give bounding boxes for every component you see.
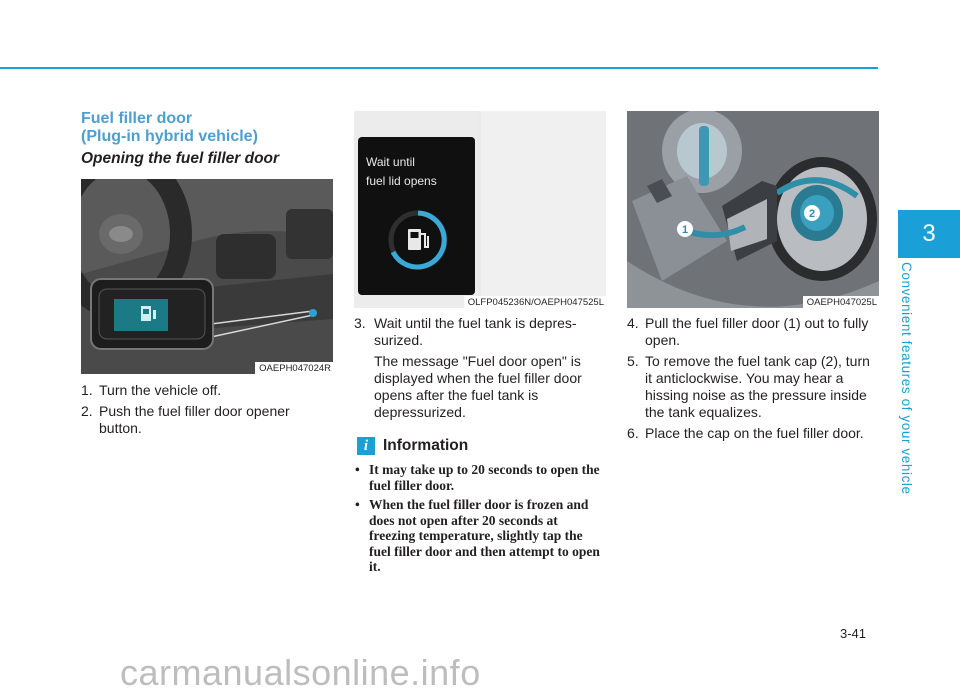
dashboard-photo xyxy=(81,179,333,374)
step-text: To remove the fuel tank cap (2), turn it anticlockwise. You may hear a hissing noise as the pressure inside the tank equalizes. xyxy=(645,353,870,420)
step-number: 2. xyxy=(81,403,93,419)
fuel-door-photo xyxy=(627,111,879,308)
step-text: Wait until the fuel tank is depressurized. xyxy=(374,315,577,348)
step-number: 4. xyxy=(627,315,639,331)
list-item xyxy=(81,382,333,399)
list-item xyxy=(355,462,605,493)
step-text: Place the cap on the fuel filler door. xyxy=(645,425,864,441)
list-item xyxy=(627,353,879,421)
step-number: 6. xyxy=(627,425,639,441)
section-title-line2: (Plug-in hybrid vehicle) xyxy=(81,128,258,145)
information-heading xyxy=(357,437,468,455)
figure-caption-left: OAEPH047024R xyxy=(255,362,333,374)
subtitle: Opening the fuel filler door xyxy=(81,150,280,167)
bullet-icon: • xyxy=(355,497,360,512)
step-number: 3. xyxy=(354,315,366,331)
fuel-door-illustration xyxy=(627,111,879,308)
step-number: 5. xyxy=(627,353,639,369)
section-title xyxy=(81,110,258,146)
cluster-screen xyxy=(358,137,475,295)
display-frame-right xyxy=(481,111,606,308)
list-item xyxy=(81,403,333,437)
fuel-gauge-icon xyxy=(385,207,451,273)
figure-caption-middle: OLFP045236N/OAEPH047525L xyxy=(464,296,606,308)
step-number: 1. xyxy=(81,382,93,398)
bullet-text: When the fuel filler door is frozen and does not open after 20 seconds at freezing temperature, slightly tap the fuel filler door and then attempt to open it. xyxy=(369,497,600,574)
chapter-tab[interactable]: 3 xyxy=(898,210,960,258)
right-steps xyxy=(627,315,879,446)
watermark: carmanualsonline.info xyxy=(120,652,481,693)
step-text: Pull the fuel filler door (1) out to fully open. xyxy=(645,315,869,348)
bullet-text: It may take up to 20 seconds to open the fuel filler door. xyxy=(369,462,600,493)
step-text: Turn the vehicle off. xyxy=(99,382,222,398)
step-note: The message "Fuel door open" is displayed when the fuel filler door opens after the fuel tank is depressurized. xyxy=(374,353,582,420)
middle-steps xyxy=(354,315,606,425)
chapter-title: Convenient features of your vehicle xyxy=(899,262,914,495)
step-text: Push the fuel filler door opener button. xyxy=(99,403,290,436)
list-item xyxy=(354,315,606,421)
header-rule xyxy=(0,67,878,69)
list-item xyxy=(355,497,605,575)
figure-caption-right: OAEPH047025L xyxy=(803,296,879,308)
page-number: 3-41 xyxy=(840,626,867,641)
list-item xyxy=(627,315,879,349)
display-message xyxy=(366,153,470,191)
display-message-line1: Wait until xyxy=(366,155,415,169)
info-icon: i xyxy=(357,437,375,455)
list-item xyxy=(627,425,879,442)
callout-2-label: 2 xyxy=(808,208,816,220)
section-title-line1: Fuel filler door xyxy=(81,110,193,127)
chapter-title-vertical xyxy=(899,262,924,495)
display-message-line2: fuel lid opens xyxy=(366,174,437,188)
dashboard-illustration xyxy=(81,179,333,374)
bullet-icon: • xyxy=(355,462,360,477)
left-steps xyxy=(81,382,333,441)
information-bullets xyxy=(355,462,605,579)
information-title: Information xyxy=(383,437,469,454)
callout-1-label: 1 xyxy=(681,224,689,236)
cluster-display-figure xyxy=(354,111,606,308)
